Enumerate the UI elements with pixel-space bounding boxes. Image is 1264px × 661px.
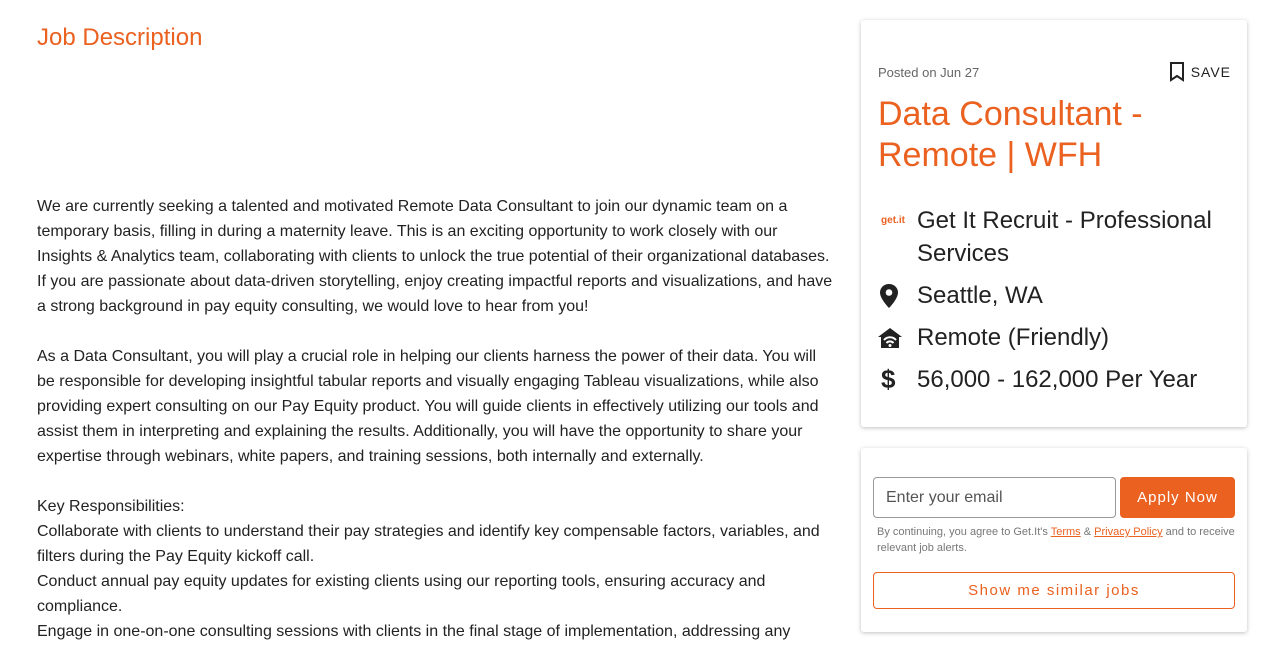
show-similar-jobs-button[interactable]: Show me similar jobs	[873, 572, 1235, 609]
legal-text: By continuing, you agree to Get.It's	[877, 526, 1051, 538]
paragraph: Engage in one-on-one consulting sessions with clients in the final stage of implementation, addressing any	[37, 623, 791, 640]
privacy-policy-link[interactable]: Privacy Policy	[1094, 526, 1163, 538]
email-input[interactable]	[873, 477, 1116, 518]
paragraph: Key Responsibilities:	[37, 498, 185, 515]
company-name: Get It Recruit - Professional Services	[917, 207, 1212, 267]
legal-text: and to receive relevant job alerts.	[877, 526, 1235, 554]
remote-row	[878, 321, 1231, 354]
legal-text: &	[1080, 526, 1095, 538]
section-heading: Job Description	[37, 24, 203, 51]
location: Seattle, WA	[917, 282, 1043, 309]
paragraph: Collaborate with clients to understand their pay strategies and identify key compensable factors, variables, and filters during the Pay Equity kickoff call.	[37, 523, 820, 565]
description-body	[37, 194, 837, 644]
posted-date: Posted on Jun 27	[878, 64, 980, 80]
company-logo: get.it	[881, 215, 905, 226]
work-type: Remote (Friendly)	[917, 324, 1110, 351]
salary-row	[878, 363, 1231, 396]
apply-card	[861, 448, 1247, 632]
save-button[interactable]	[1169, 62, 1231, 82]
dollar-icon: $	[881, 364, 896, 394]
terms-link[interactable]: Terms	[1050, 526, 1081, 538]
paragraph: As a Data Consultant, you will play a crucial role in helping our clients harness the power of their data. You will be responsible for developing insightful tabular reports and visually engaging Tableau visualizations, while also providing expert consulting on our Pay Equity product. You will guide clients in effectively utilizing our tools and assist them in interpreting and explaining the results. Additionally, you will have the opportunity to share your expertise through webinars, white papers, and training sessions, both internally and externally.	[37, 348, 819, 465]
job-title: Data Consultant - Remote | WFH	[878, 95, 1143, 174]
bookmark-icon	[1169, 62, 1185, 82]
company-row	[878, 204, 1231, 270]
location-pin-icon	[878, 283, 900, 309]
save-label: SAVE	[1190, 64, 1231, 80]
location-row	[878, 279, 1231, 312]
salary: 56,000 - 162,000 Per Year	[917, 366, 1198, 393]
job-summary-card	[861, 20, 1247, 427]
job-description	[37, 24, 837, 644]
paragraph: We are currently seeking a talented and motivated Remote Data Consultant to join our dynamic team on a temporary basis, filling in during a maternity leave. This is an exciting opportunity to work closely with our Insights & Analytics team, collaborating with clients to unlock the true potential of their organizational databases. If you are passionate about data-driven storytelling, enjoy creating impactful reports and visualizations, and have a strong background in pay equity consulting, we would love to hear from you!	[37, 198, 833, 315]
apply-now-button[interactable]: Apply Now	[1120, 477, 1235, 518]
home-wifi-icon	[878, 327, 902, 349]
paragraph: Conduct annual pay equity updates for existing clients using our reporting tools, ensuring accuracy and compliance.	[37, 573, 766, 615]
legal-notice	[873, 524, 1235, 556]
